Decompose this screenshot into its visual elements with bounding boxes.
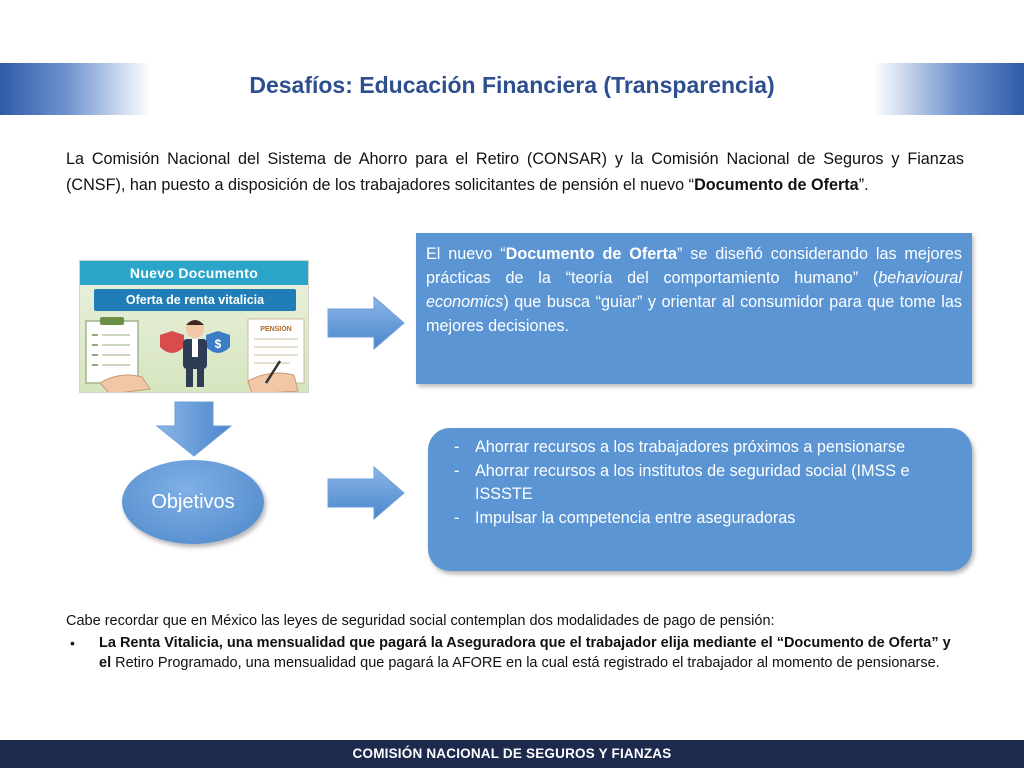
intro-text-1: La Comisión Nacional del Sistema de Ahorro para el Retiro (CONSAR) y la Comisión Nacional de Seguros y Fianzas (CNSF), han puesto a disposición de los trabajadores solicitantes de pensión el nuevo “	[66, 150, 964, 194]
intro-paragraph	[66, 146, 964, 198]
objective-text: Impulsar la competencia entre aseguradoras	[475, 508, 796, 527]
list-dash: -	[454, 508, 460, 527]
objectives-list	[442, 436, 956, 530]
arrow-down-icon	[155, 400, 233, 458]
paper-label: PENSIÓN	[260, 326, 292, 333]
note-intro: Cabe recordar que en México las leyes de seguridad social contemplan dos modalidades de pago de pensión:	[66, 613, 775, 629]
info-text-3: ) que busca “guiar” y orientar al consumidor para que tome las mejores decisiones.	[426, 293, 962, 335]
slide-title: Desafíos: Educación Financiera (Transparencia)	[249, 72, 775, 98]
shield-heart-icon	[160, 331, 184, 353]
bullet-icon: •	[70, 635, 75, 651]
objectives-list-box	[428, 428, 972, 571]
illustration-banner-title: Nuevo Documento	[80, 261, 308, 285]
objective-text: Ahorrar recursos a los institutos de seguridad social (IMSS e ISSSTE	[475, 461, 910, 503]
note-bullet-item	[66, 633, 966, 673]
intro-text-bold: Documento de Oferta	[694, 176, 859, 194]
list-item	[442, 460, 956, 507]
clipboard-icon	[86, 321, 138, 383]
illustration-graphic	[80, 311, 309, 393]
objectives-ellipse: Objetivos	[122, 460, 264, 544]
document-info-box	[416, 233, 972, 384]
document-illustration	[79, 260, 309, 393]
list-dash: -	[454, 461, 460, 480]
list-item	[442, 507, 956, 531]
info-text-1: El nuevo “	[426, 245, 506, 263]
info-text-bold: Documento de Oferta	[505, 245, 677, 263]
note-rest-text: Retiro Programado, una mensualidad que pagará la AFORE en la cual está registrado el trabajador al momento de pensionarse.	[111, 655, 940, 671]
arrow-right-icon	[326, 465, 406, 521]
pension-note	[66, 611, 966, 673]
list-item	[442, 436, 956, 460]
svg-text:$: $	[214, 337, 222, 351]
arrow-right-icon	[326, 295, 406, 351]
list-dash: -	[454, 438, 460, 456]
footer-bar: COMISIÓN NACIONAL DE SEGUROS Y FIANZAS	[0, 740, 1024, 768]
illustration-banner-subtitle: Oferta de renta vitalicia	[94, 289, 296, 311]
intro-text-2: ”.	[858, 176, 869, 194]
objective-text: Ahorrar recursos a los trabajadores próximos a pensionarse	[475, 438, 906, 456]
info-text-italic: behavioural economics	[426, 269, 962, 311]
note-bold-text: La Renta Vitalicia, una mensualidad que pagará la Aseguradora que el trabajador elija mediante el “Documento de Oferta” y el	[99, 635, 951, 671]
info-text-2: ” se diseñó considerando las mejores prácticas de la “teoría del comportamiento humano” (	[426, 245, 962, 287]
